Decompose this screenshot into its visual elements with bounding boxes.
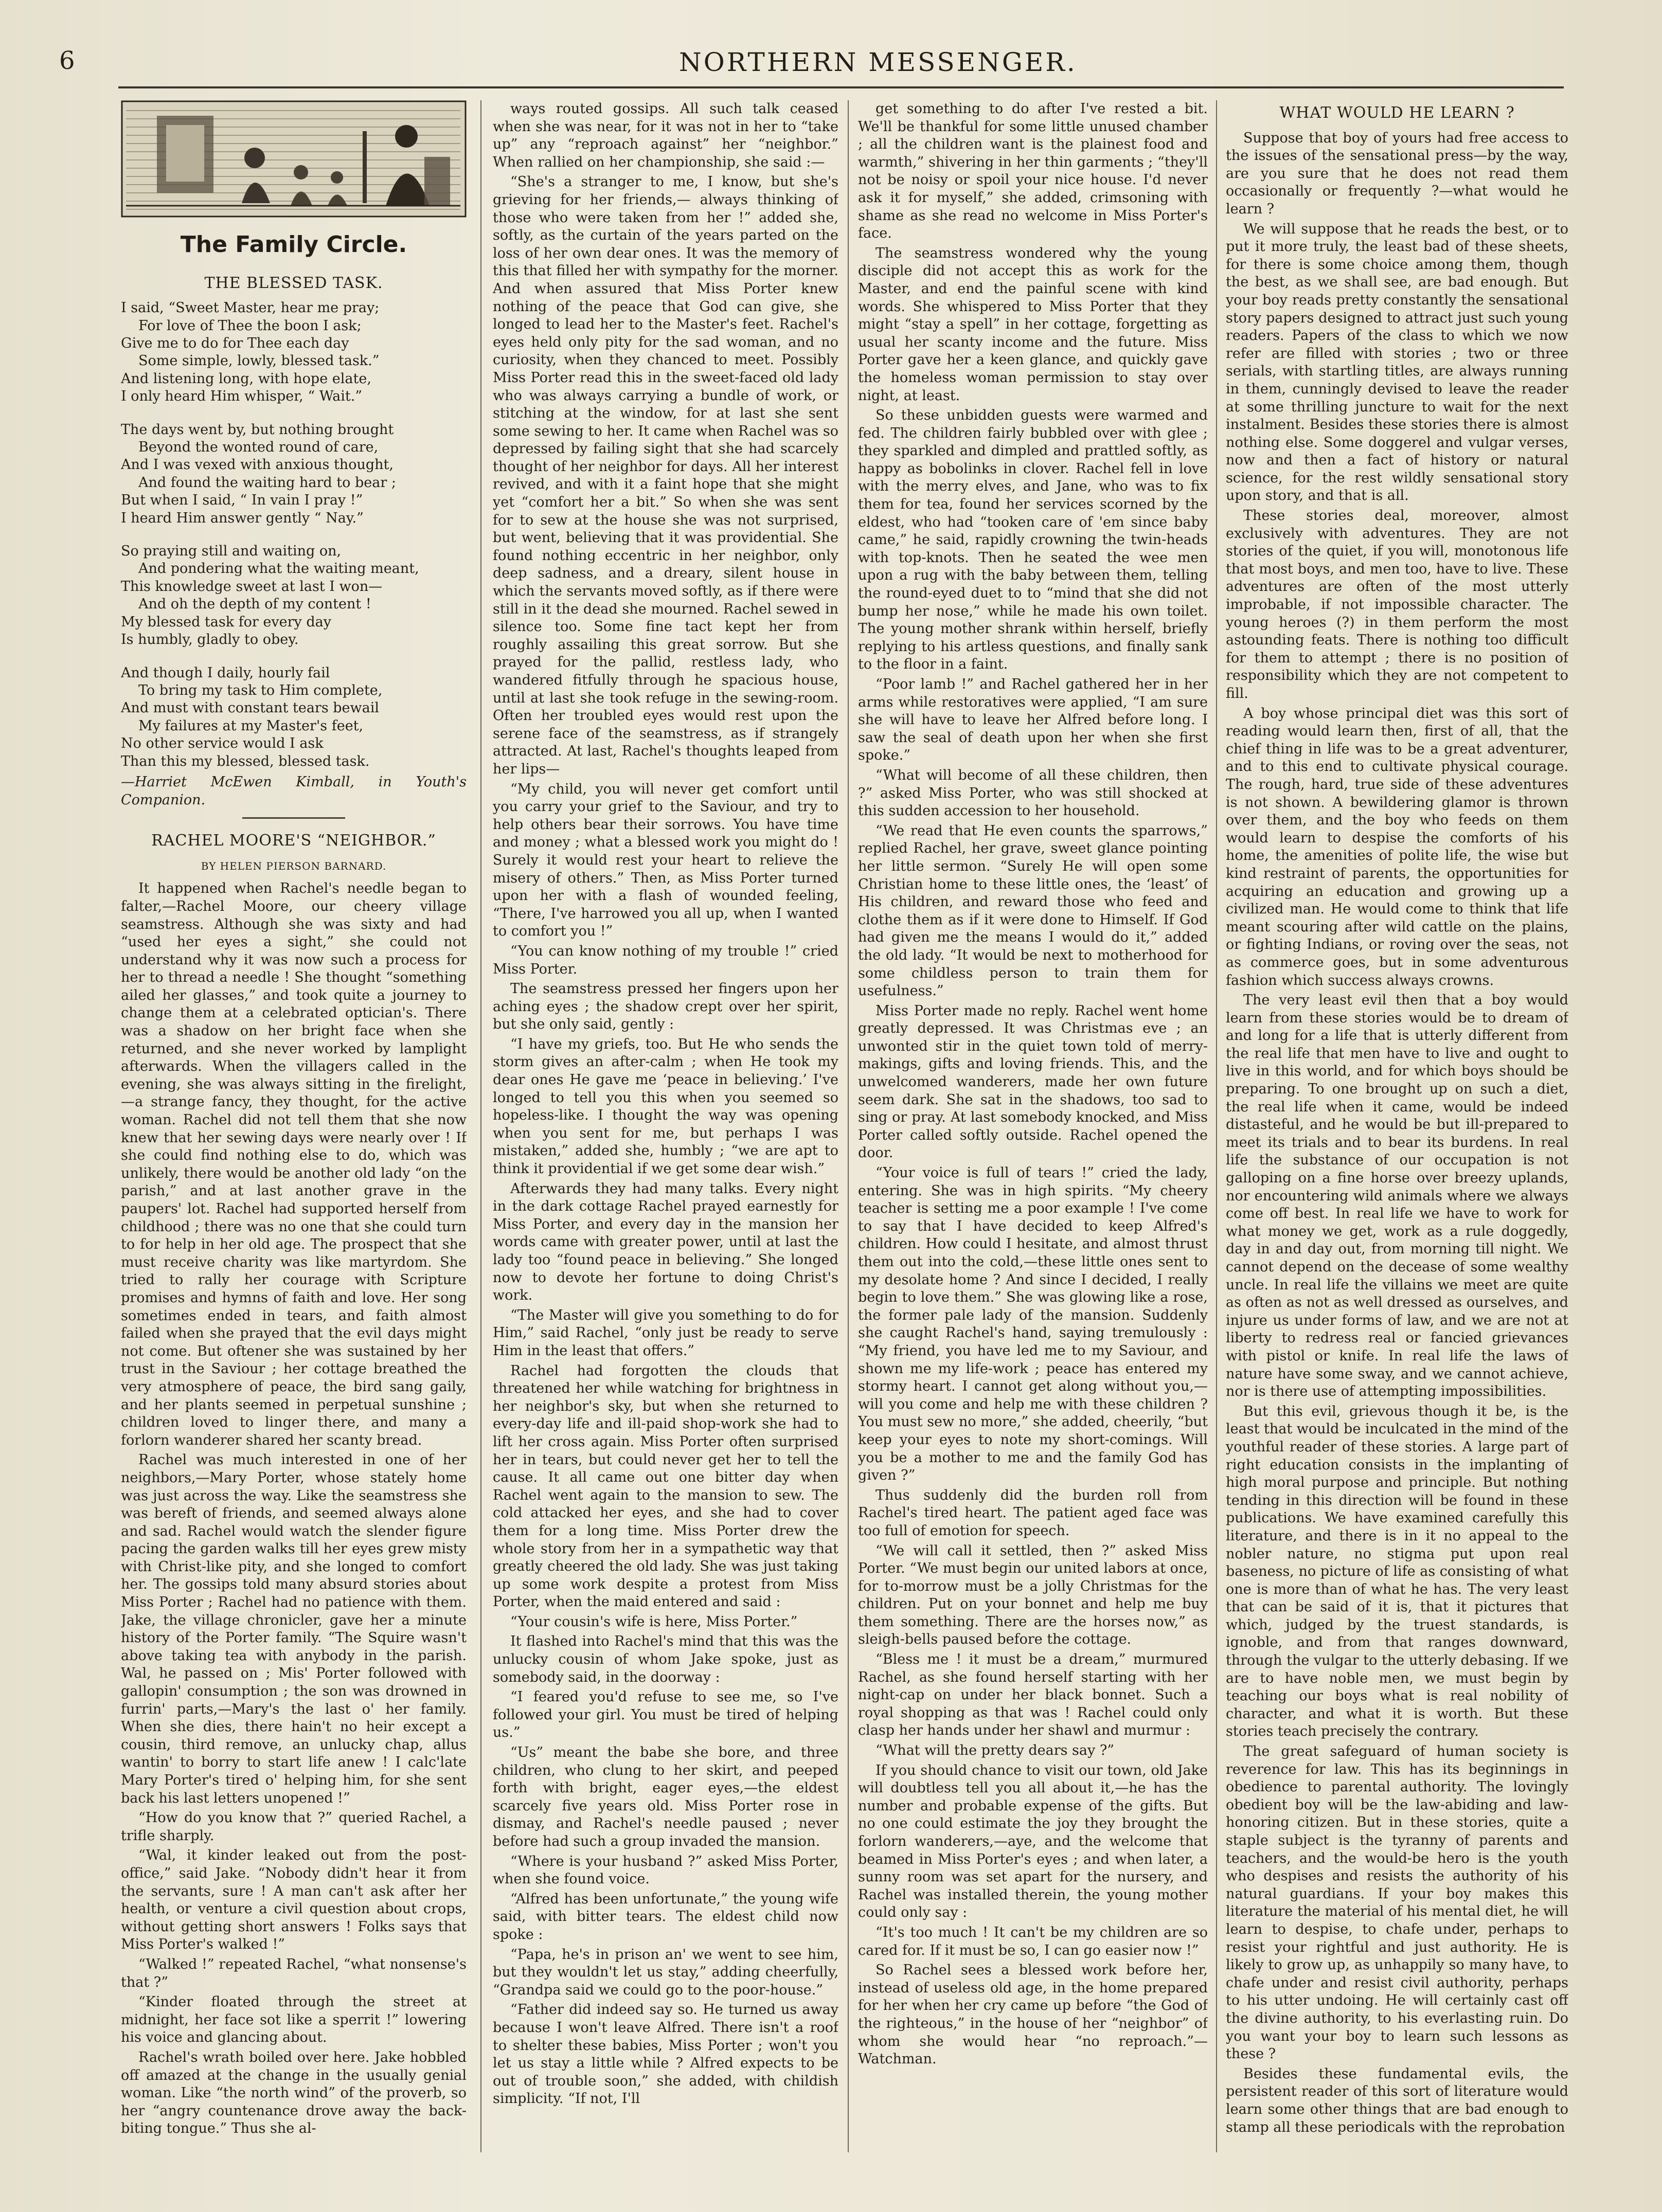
- poem-line: Than this my blessed, blessed task.: [121, 753, 370, 769]
- poem-line: No other service would I ask: [121, 735, 324, 752]
- paragraph: If you should chance to visit our town, old Jake will doubtless tell you all about it,—he has the number and probable expense of the gifts. But no one could estimate the joy they brought the forlorn wanderers,—aye, and the welcome that beamed in Miss Porter's eyes ; and when later, a sunny room was set apart for the nursery, and Rachel was installed therein, the young mother could only say :: [858, 1762, 1208, 1921]
- paragraph: get something to do after I've rested a bit. We'll be thankful for some little unused chamber ; all the children want is the plainest food and warmth,” shivering in her thin garments ; “they'll not be noisy or spoil your nice house. I'd never ask it for myself,” she added, crimsoning with shame as she read no welcome in Miss Porter's face.: [858, 101, 1208, 242]
- paragraph: The very least evil then that a boy would learn from these stories would be to dream of and long for a life that is utterly different from the real life that men have to live and ought to live in this world, and for which boys should be preparing. To one brought up on such a diet, the real life when it came, would be indeed distasteful, and he would be but ill-prepared to meet its trials and to bear its burdens. In real life the substance of our occupation is not galloping on a fine horse over breezy uplands, nor encountering wild animals where we always come off best. In real life we have to work for what money we get, work as a rule doggedly, day in and day out, from morning till night. We cannot depend on the decease of some wealthy uncle. In real life the villains we meet are quite as often as not as well dressed as ourselves, and injure us under forms of law, and we are not at liberty to redress real or fancied grievances with pistol or knife. In real life the laws of nature have some sway, and we cannot achieve, nor is there use of attempting impossibilities.: [1226, 992, 1568, 1400]
- paragraph: “Father did indeed say so. He turned us away because I won't leave Alfred. There isn't a roof to shelter these babies, Miss Porter ; won't you let us stay a little while ? Alfred expects to be out of trouble soon,” she added, with childish simplicity. “If not, I'll: [493, 2002, 838, 2107]
- column-divider: [1216, 100, 1217, 2152]
- paragraph: The great safeguard of human society is reverence for law. This has its beginnings in obedience to parental authority. The lovingly obedient boy will be the law-abiding and law-honoring citizen. But in these stories, quite a staple subject is the tyranny of parents and teachers, and the would-be hero is the youth who despises and resists the authority of his natural guardians. If your boy makes this literature the material of his mental diet, he will learn to despise, to chafe under, perhaps to resist your rightful and just authority. He is likely to grow up, as unhappily so many have, to chafe under and resist civil authority, perhaps to his utter undoing. He will certainly cast off the divine authority, to his everlasting ruin. Do you want your boy to learn such lessons as these ?: [1226, 1743, 1568, 2062]
- poem-line: This knowledge sweet at last I won—: [121, 578, 383, 595]
- poem-attribution: —Harriet McEwen Kimball, in Youth's Companion.: [121, 774, 467, 808]
- paragraph: Rachel's wrath boiled over here. Jake hobbled off amazed at the change in the usually genial woman. Like “the north wind” of the proverb, so her “angry countenance drove away the back-biting tongue.” Thus she al-: [121, 2049, 467, 2137]
- poem-line: And must with constant tears bewail: [121, 700, 380, 716]
- paragraph: “What will the pretty dears say ?”: [875, 1742, 1115, 1759]
- poem-line: My blessed task for every day: [121, 614, 332, 630]
- paragraph: “The Master will give you something to do for Him,” said Rachel, “only just be ready to serve Him in the least that offers.”: [493, 1307, 838, 1359]
- paragraph: Afterwards they had many talks. Every night in the dark cottage Rachel prayed earnestly for Miss Porter, and every day in the mansion her words came with greater power, until at last the lady too “found peace in believing.” She longed now to devote her fortune to doing Christ's work.: [493, 1180, 838, 1304]
- paragraph: “It's too much ! It can't be my children are so cared for. If it must be so, I can go easier now !”: [858, 1924, 1208, 1958]
- poem-line: And pondering what the waiting meant,: [138, 561, 419, 577]
- story-body: [121, 880, 467, 2138]
- paragraph: The seamstress wondered why the young disciple did not accept this as work for the Master, and end the painful scene with kind words. She whispered to Miss Porter that they might “stay a spell” in her cottage, forgetting as usual her scanty income and the future. Miss Porter gave her a keen glance, and quickly gave the homeless woman permission to stay over night, at least.: [858, 245, 1208, 404]
- poem-line: And found the waiting hard to bear ;: [138, 474, 396, 491]
- paragraph: “We read that He even counts the sparrows,” replied Rachel, her grave, sweet glance pointing her little sermon. “Surely He will open some Christian home to these little ones, the ‘least’ of His children, and reward those who feed and clothe them as if it were done to Himself. If God had given me the means I would do it,” added the old lady. “It would be next to motherhood for some childless person to train them for usefulness.”: [858, 822, 1208, 999]
- column-3: [858, 100, 1208, 2152]
- poem-stanza: [121, 421, 467, 527]
- article-title: WHAT WOULD HE LEARN ?: [1279, 104, 1515, 122]
- poem-line: And listening long, with hope elate,: [121, 370, 371, 387]
- poem-line: And oh the depth of my content !: [138, 596, 371, 613]
- poem-line: For love of Thee the boon I ask;: [138, 317, 362, 334]
- paragraph: These stories deal, moreover, almost exclusively with adventures. They are not stories of the quiet, if you will, monotonous life that most boys, and men too, have to live. These adventures are often of the most utterly improbable, if not impossible character. The young heroes (?) in them perform the most astounding feats. There is nothing too difficult for them to attempt ; there is no position of responsibility which they are not competent to fill.: [1226, 508, 1568, 702]
- poem-line: I only heard Him whisper, “ Wait.”: [121, 388, 363, 405]
- paragraph: “Alfred has been unfortunate,” the young wife said, with bitter tears. The eldest child now spoke :: [493, 1891, 838, 1943]
- poem-line: Beyond the wonted round of care,: [138, 439, 379, 456]
- paragraph: A boy whose principal diet was this sort of reading would learn then, first of all, that the chief thing in life was to be a great adventurer, and to this end to cultivate physical courage. The rough, hard, true side of these adventures is not shown. A bewildering glamor is thrown over them, and the boy who feeds on them would learn to despise the comforts of his home, the amenities of polite life, the wise but kind restraint of parents, the opportunities for acquiring an education and growing up a civilized man. He would come to think that life meant scouring after wild cattle on the plains, or fighting Indians, or roving over the seas, not as commerce goes, but in some adventurous fashion which success always crowns.: [1226, 705, 1568, 988]
- paragraph: But this evil, grievous though it be, is the least that would be inculcated in the mind of the youthful reader of these stories. A large part of right education consists in the implanting of high moral purpose and principle. But nothing tending in this direction will be found in these publications. We have examined carefully this literature, and there is in it no appeal to the nobler nature, no stigma put upon real baseness, no picture of life as consisting of what one is more than of what he has. The very least that can be said of it is, that it pictures that which, judged by the truest standards, is ignoble, and from that ranges downward, through the vulgar to the utterly debasing. If we are to have noble men, we must begin by teaching our boys what is real nobility of character, and what it is worth. But these stories teach precisely the contrary.: [1226, 1403, 1568, 1740]
- column-4: [1226, 100, 1568, 2152]
- column-1: [121, 100, 467, 2152]
- paragraph: So Rachel sees a blessed work before her, instead of useless old age, in the home prepared for her when her cry came up before “the God of the righteous,” in the house of her “neighbor” of whom she would hear “no reproach.”—Watchman.: [858, 1962, 1208, 2067]
- paragraph: “Walked !” repeated Rachel, “what nonsense's that ?”: [121, 1956, 467, 1990]
- engraving-illustration: [121, 100, 467, 218]
- paragraph: “Us” meant the babe she bore, and three children, who clung to her skirt, and peeped forth with bright, eager eyes,—the eldest scarcely five years old. Miss Porter rose in dismay, and Rachel's needle paused ; never before had such a group invaded the mansion.: [493, 1745, 838, 1849]
- paragraph: “You can know nothing of my trouble !” cried Miss Porter.: [493, 943, 838, 977]
- paragraph: “We will call it settled, then ?” asked Miss Porter. “We must begin our united labors at once, for to-morrow must be a jolly Christmas for the children. Put on your bonnet and help me buy them something. There are the horses now,” as sleigh-bells paused before the cottage.: [858, 1542, 1208, 1648]
- poem-line: And I was vexed with anxious thought,: [121, 457, 394, 473]
- paragraph: So these unbidden guests were warmed and fed. The children fairly bubbled over with glee ; they sparkled and dimpled and prattled softly, as happy as bobolinks in clover. Rachel fell in love with the merry elves, and Jane, who was to fix them for tea, found her services scorned by the eldest, who had “tooken care of 'em since baby came,” he said, rapidly crowning the twin-heads with top-knots. Then he seated the wee men upon a rug with the baby between them, telling the round-eyed duet to to “mind that she did not bump her nose,” while he made his own toilet. The young mother shrank within herself, briefly replying to his artless questions, and finally sank to the floor in a faint.: [858, 407, 1208, 673]
- page-number: 6: [59, 46, 76, 75]
- poem-line: To bring my task to Him complete,: [138, 682, 383, 698]
- paragraph: “How do you know that ?” queried Rachel, a trifle sharply.: [121, 1810, 467, 1844]
- paragraph: ways routed gossips. All such talk ceased when she was near, for it was not in her to “take up” any “reproach against” her “neighbor.” When rallied on her championship, she said :—: [493, 101, 838, 170]
- paragraph: “She's a stranger to me, I know, but she's grieving for her friends,— always thinking of those who were taken from her !” added she, softly, as the curtain of the years parted on the loss of her own dear ones. It was the memory of this that filled her with sympathy for the morner. And when assured that Miss Porter knew nothing of the peace that God can give, she longed to lead her to the Master's feet. Rachel's eyes held only pity for the sad woman, and no curiosity, when they chanced to meet. Possibly Miss Porter read this in the sweet-faced old lady who was always carrying a bundle of work, or stitching at the window, for at last she sent some sewing to her. It came when Rachel was so depressed by failing sight that she had scarcely thought of her neighbor for days. All her interest revived, and with it a faint hope that she might yet “comfort her a bit.” So when she was sent for to sew at the house she was not surprised, but went, believing that it was providential. She found nothing eccentric in her neighbor, only deep sadness, and a dreary, silent house in which the servants moved softly, as if there were still in it the dead she mourned. Rachel sewed in silence too. Some fine tact kept her from roughly assailing this great sorrow. But she prayed for the pallid, restless lady, who wandered fitfully through he spacious house, until at last she took refuge in the sewing-room. Often her troubled eyes would rest upon the serene face of the seamstress, as if strangely attracted. At last, Rachel's thoughts leaped from her lips—: [493, 174, 838, 777]
- poem-line: My failures at my Master's feet,: [138, 717, 364, 734]
- masthead: NORTHERN MESSENGER.: [679, 47, 1077, 77]
- paragraph: “Poor lamb !” and Rachel gathered her in her arms while restoratives were applied, “I am sure she will have to leave her Alfred before long. I saw the seal of death upon her when she first spoke.”: [858, 676, 1208, 764]
- story-title: RACHEL MOORE'S “NEIGHBOR.”: [151, 832, 436, 850]
- poem-stanza: [121, 543, 467, 649]
- family-circle-engraving: [121, 100, 467, 218]
- paragraph: “Wal, it kinder leaked out from the post-office,” said Jake. “Nobody didn't hear it from the servants, sure ! A man can't ask after her health, or venture a civil question about crops, without getting short answers ! Folks says that Miss Porter's walked !”: [121, 1847, 467, 1953]
- paragraph: “I feared you'd refuse to see me, so I've followed your girl. You must be tired of helping us.”: [493, 1689, 838, 1741]
- column-divider: [480, 100, 481, 2152]
- poem-body: [121, 299, 467, 770]
- poem-line: So praying still and waiting on,: [121, 543, 342, 560]
- paragraph: “Papa, he's in prison an' we went to see him, but they wouldn't let us stay,” adding cheerfully, “Grandpa said we could go to the poor-house.”: [493, 1946, 838, 1998]
- paragraph: “Where is your husband ?” asked Miss Porter, when she found voice.: [493, 1853, 838, 1887]
- paragraph: Miss Porter made no reply. Rachel went home greatly depressed. It was Christmas eve ; an unwonted stir in the quiet town told of merry-makings, gifts and loving friends. This, and the unwelcomed wanderers, made her own future seem dark. She sat in the shadows, too sad to sing or pray. At last somebody knocked, and Miss Porter called softly outside. Rachel opened the door.: [858, 1002, 1208, 1161]
- paragraph: “Your voice is full of tears !” cried the lady, entering. She was in high spirits. “My cheery teacher is setting me a poor example ! I've come to say that I have decided to keep Alfred's children. How could I hesitate, and almost thrust them out into the cold,—these little ones sent to my desolate home ? And since I decided, I really begin to love them.” She was glowing like a rose, the former pale lady of the mansion. Suddenly she caught Rachel's hand, saying tremulously : “My friend, you have led me to my Saviour, and shown me my life-work ; peace has entered my stormy heart. I cannot get along without you,—will you come and help me with these children ? You must sew no more,” she added, cheerily, “but keep your eyes to note my short-comings. Will you be a mother to me and the family God has given ?”: [858, 1165, 1208, 1484]
- paragraph: “Bless me ! it must be a dream,” murmured Rachel, as she found herself starting with her night-cap on under her black bonnet. Such a royal shopping as that was ! Rachel could only clasp her hands under her shawl and murmur :: [858, 1651, 1208, 1739]
- paragraph: “What will become of all these children, then ?” asked Miss Porter, who was still shocked at this sudden accession to her household.: [858, 767, 1208, 819]
- paragraph: Rachel had forgotten the clouds that threatened her while watching for brightness in her neighbor's sky, but when she returned to every-day life and ill-paid shop-work she had to lift her cross again. Miss Porter often surprised her in tears, but could never get her to tell the cause. It all came out one bitter day when Rachel went again to the mansion to sew. The cold attacked her eyes, and she had to cover them for a long time. Miss Porter drew the whole story from her in a sympathetic way that greatly cheered the old lady. She was just taking up some work despite a protest from Miss Porter, when the maid entered and said :: [493, 1362, 838, 1610]
- poem-line: Some simple, lowly, blessed task.”: [138, 353, 380, 369]
- poem-line: I said, “Sweet Master, hear me pray;: [121, 300, 380, 316]
- poem-stanza: [121, 299, 467, 405]
- column-2: [493, 100, 838, 2152]
- paragraph: Rachel was much interested in one of her neighbors,—Mary Porter, whose stately home was just across the way. Like the seamstress she was bereft of friends, and seemed always alone and sad. Rachel would watch the slender figure pacing the garden walks till her eyes grew misty with Christ-like pity, and she longed to comfort her. The gossips told many absurd stories about Miss Porter ; Rachel had no patience with them. Jake, the village chronicler, gave her a minute history of the Porter family. “The Squire wasn't above taking tea with anybody in the parish. Wal, he passed on ; Mis' Porter followed with gallopin' consumption ; the son was drowned in furrin' parts,—Mary's the last o' her family. When she dies, there hain't no heir except a cousin, third remove, an unlucky chap, allus wantin' to borry to start life anew ! I calc'late Mary Porter's tired o' helping him, for she sent back his last letters unopened !”: [121, 1452, 467, 1806]
- section-title: The Family Circle.: [180, 231, 407, 258]
- paragraph: It flashed into Rachel's mind that this was the unlucky cousin of whom Jake spoke, just as somebody said, in the doorway :: [493, 1633, 838, 1685]
- poem-stanza: [121, 664, 467, 770]
- paragraph: “I have my griefs, too. But He who sends the storm gives an after-calm ; when He took my dear ones He gave me ‘peace in believing.’ I've longed to tell you this when you seemed so hopeless-like. I thought the way was opening when you sent for me, but perhaps I was mistaken,” added she, humbly ; “we are apt to think it providential if we get some dear wish.”: [493, 1036, 838, 1177]
- poem-line: Is humbly, gladly to obey.: [121, 632, 299, 648]
- paragraph: “Your cousin's wife is here, Miss Porter.”: [510, 1613, 798, 1630]
- section-divider: [242, 817, 345, 819]
- paragraph: “Kinder floated through the street at midnight, her face sot like a sperrit !” lowering his voice and glancing about.: [121, 1994, 467, 2046]
- paragraph: We will suppose that he reads the best, or to put it more truly, the least bad of these sheets, for there is some choice among them, though the best, as we shall see, are bad enough. But your boy reads pretty constantly the sensational story papers designed to attract just such young readers. Papers of the class to which we now refer are filled with stories ; two or three serials, with startling titles, are always running in them, cunningly devised to leave the reader at some thrilling juncture to wait for the next instalment. Besides these stories there is almost nothing else. Some doggerel and vulgar verses, now and then a fact of history or natural science, for the rest wildly sensational story upon story, and that is all.: [1226, 221, 1568, 504]
- poem-line: And though I daily, hourly fail: [121, 664, 330, 681]
- paragraph: The seamstress pressed her fingers upon her aching eyes ; the shadow crept over her spirit, but she only said, gently :: [493, 981, 838, 1033]
- story-byline: BY HELEN PIERSON BARNARD.: [201, 859, 387, 872]
- paragraph: “My child, you will never get comfort until you carry your grief to the Saviour, and try to help others bear their sorrows. You have time and money ; what a blessed work you might do ! Surely it would rest your heart to relieve the misery of others.” Then, as Miss Porter turned upon her with a flash of wounded feeling, “There, I've harrowed you all up, when I wanted to comfort you !”: [493, 781, 838, 940]
- poem-line: But when I said, “ In vain I pray !”: [121, 492, 363, 509]
- paragraph: It happened when Rachel's needle began to falter,—Rachel Moore, our cheery village seamstress. Although she was sixty and had “used her eyes a sight,” she could not understand why it was now such a process for her to thread a needle ! She thought “something ailed her glasses,” and took quite a journey to change them at a celebrated optician's. There was a shadow on her bright face when she returned, and she never worked by lamplight afterwards. When the villagers called in the evening, she was always sitting in the firelight,—a strange fancy, they thought, for the active woman. Rachel did not tell them that she now knew that her sewing days were nearly over ! If she could find nothing else to do, which was unlikely, there would be another old lady “on the parish,” and at last another grave in the paupers' lot. Rachel had supported herself from childhood ; there was no one that she could turn to for help in her old age. The prospect that she must receive charity was like martyrdom. She tried to rally her courage with Scripture promises and hymns of faith and love. Her song sometimes ended in tears, and faith almost failed when she prayed that the evil days might not come. But oftener she was sustained by her trust in the Saviour ; her cottage breathed the very atmosphere of peace, the bird sang gaily, and her plants seemed in perpetual sunshine ; children loved to linger there, and many a forlorn wanderer shared her scanty bread.: [121, 880, 467, 1448]
- poem-line: The days went by, but nothing brought: [121, 421, 394, 438]
- paragraph: Suppose that boy of yours had free access to the issues of the sensational press—by the way, are you sure that he does not read them occasionally or frequently ?—what would he learn ?: [1226, 130, 1568, 217]
- article-body: [1226, 130, 1568, 2137]
- poem-line: I heard Him answer gently “ Nay.”: [121, 510, 364, 526]
- poem-line: Give me to do for Thee each day: [121, 335, 349, 351]
- paragraph: Besides these fundamental evils, the persistent reader of this sort of literature would learn some other things that are bad enough to stamp all these periodicals with the reprobation: [1226, 2065, 1568, 2135]
- poem-title: THE BLESSED TASK.: [204, 274, 383, 292]
- header-rule: [118, 86, 1564, 88]
- paragraph: Thus suddenly did the burden roll from Rachel's tired heart. The patient aged face was too full of emotion for speech.: [858, 1487, 1208, 1539]
- column-divider: [848, 100, 849, 2152]
